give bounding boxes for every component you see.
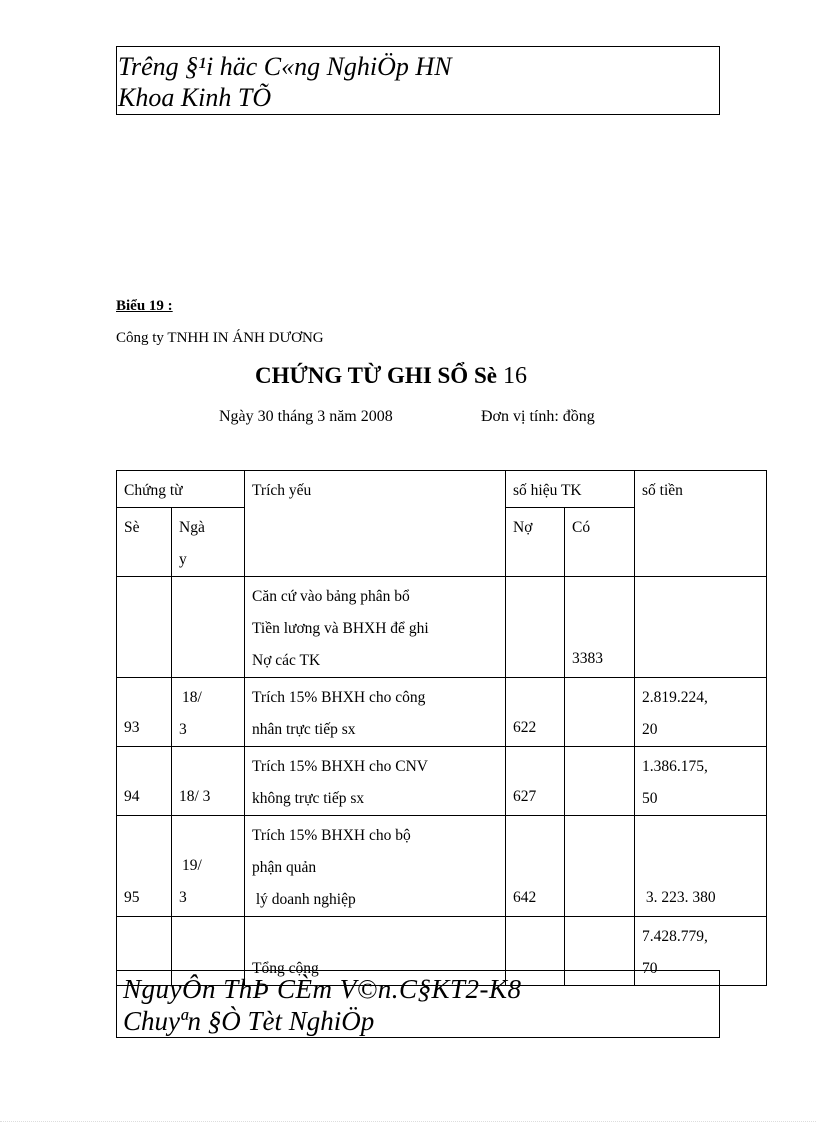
cell-tien — [635, 577, 767, 678]
cell-desc — [245, 747, 506, 816]
desc-line: không trực tiếp sx — [252, 790, 365, 807]
header-so-tien: số tiền — [635, 471, 767, 577]
desc-line: Tiền lương và BHXH để ghi — [252, 620, 429, 637]
header-school-name: Trêng §¹i häc C«ng NghiÖp HN — [118, 52, 452, 81]
table-row — [117, 678, 767, 747]
header-ngay — [172, 508, 245, 577]
page-header-box — [116, 46, 720, 115]
total-line: 7.428.779, — [642, 928, 708, 945]
desc-line: nhân trực tiếp sx — [252, 721, 356, 738]
cell-co — [565, 678, 635, 747]
document-title-text: CHỨNG TỪ GHI SỔ Sè — [255, 363, 497, 388]
page-footer-box — [116, 970, 720, 1038]
footer-thesis-title: Chuyªn §Ò Tèt NghiÖp — [123, 1006, 375, 1036]
cell-no: 627 — [506, 747, 565, 816]
ngay-line: 18/ — [182, 689, 202, 706]
cell-co: 3383 — [565, 577, 635, 678]
desc-line: Căn cứ vào bảng phân bổ — [252, 588, 410, 605]
ngay-line: 3 — [179, 889, 187, 906]
cell-so: 93 — [117, 678, 172, 747]
tien-line: 1.386.175, — [642, 758, 708, 775]
tien-line: 2.819.224, — [642, 689, 708, 706]
ngay-line: 19/ — [182, 857, 202, 874]
form-label: Biểu 19 : — [116, 298, 173, 314]
page-bottom-divider — [0, 1121, 816, 1122]
cell-tien — [635, 678, 767, 747]
cell-desc — [245, 678, 506, 747]
cell-ngay: 18/ 3 — [172, 747, 245, 816]
cell-ngay — [172, 816, 245, 917]
desc-line: phận quản — [252, 859, 317, 876]
total-line: 70 — [642, 960, 658, 977]
cell-co — [565, 747, 635, 816]
total-label: Tổng cộng — [252, 960, 319, 977]
table-row — [117, 747, 767, 816]
document-number: 16 — [502, 363, 527, 389]
cell-no: 642 — [506, 816, 565, 917]
header-trich-yeu: Trích yếu — [245, 471, 506, 577]
header-faculty-name: Khoa Kinh TÕ — [118, 83, 272, 112]
document-date: Ngày 30 tháng 3 năm 2008 — [219, 408, 393, 425]
header-so: Sè — [117, 508, 172, 577]
cell-so: 95 — [117, 816, 172, 917]
cell-ngay — [172, 577, 245, 678]
desc-line: Trích 15% BHXH cho CNV — [252, 758, 428, 775]
ledger-table — [116, 470, 767, 986]
desc-line: lý doanh nghiệp — [252, 891, 356, 908]
header-ngay-line2: y — [179, 551, 187, 568]
header-so-hieu-tk: số hiệu TK — [506, 471, 635, 508]
tien-line: 50 — [642, 790, 658, 807]
cell-co — [565, 816, 635, 917]
header-no: Nợ — [506, 508, 565, 577]
cell-so: 94 — [117, 747, 172, 816]
tien-line: 20 — [642, 721, 658, 738]
cell-desc — [245, 577, 506, 678]
document-title — [255, 363, 527, 390]
header-ngay-line1: Ngà — [179, 519, 205, 536]
desc-line — [252, 921, 499, 953]
company-name: Công ty TNHH IN ÁNH DƯƠNG — [116, 330, 324, 346]
cell-tien: 3. 223. 380 — [635, 816, 767, 917]
cell-tien — [635, 747, 767, 816]
footer-author: NguyÔn ThÞ CÈm V©n.C§KT2-K8 — [123, 974, 522, 1004]
table-header-row — [117, 471, 767, 508]
cell-ngay — [172, 678, 245, 747]
table-row — [117, 816, 767, 917]
desc-line: Nợ các TK — [252, 652, 321, 669]
cell-desc — [245, 816, 506, 917]
ngay-line: 3 — [179, 721, 187, 738]
cell-so — [117, 577, 172, 678]
cell-no: 622 — [506, 678, 565, 747]
currency-unit: Đơn vị tính: đồng — [481, 408, 595, 425]
cell-no — [506, 577, 565, 678]
desc-line: Trích 15% BHXH cho bộ — [252, 827, 411, 844]
desc-line: Trích 15% BHXH cho công — [252, 689, 426, 706]
table-row — [117, 577, 767, 678]
header-chung-tu: Chứng từ — [117, 471, 245, 508]
header-co: Có — [565, 508, 635, 577]
